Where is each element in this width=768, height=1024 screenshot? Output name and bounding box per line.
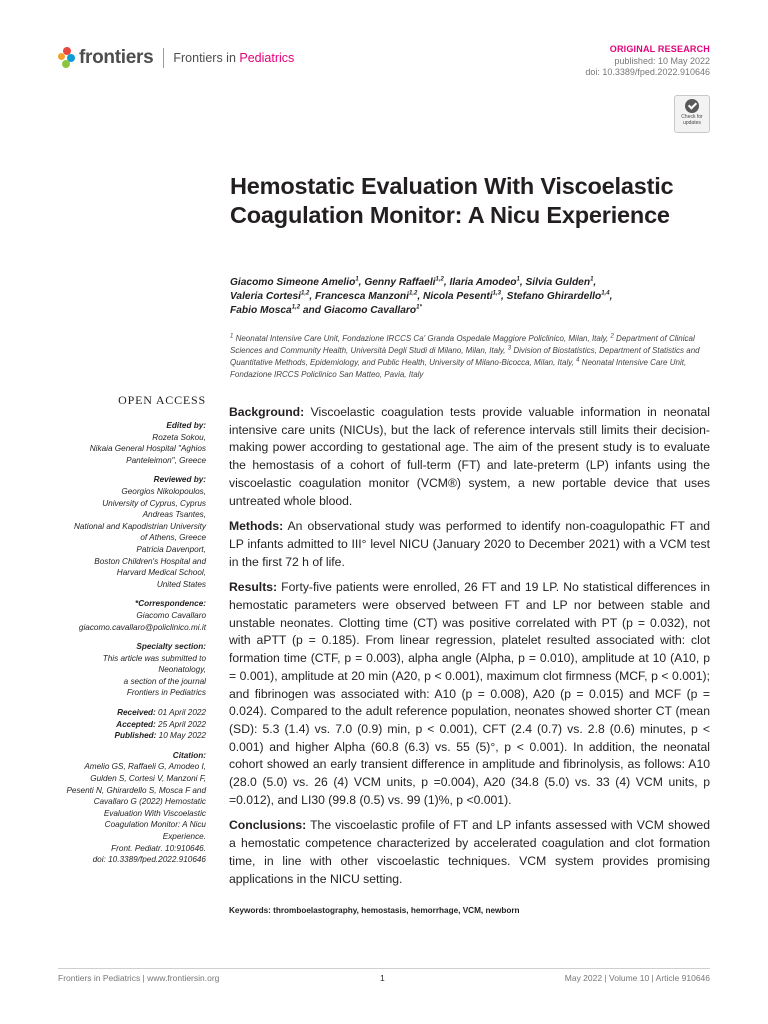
author-name[interactable]: Valeria Cortesi: [230, 291, 301, 303]
abstract-conclusions: [229, 817, 710, 888]
citation-heading: Citation:: [172, 750, 206, 760]
sidebar-line: This article was submitted to: [102, 653, 206, 663]
conclusions-label: Conclusions:: [229, 818, 307, 833]
date-label: Published:: [114, 731, 157, 741]
methods-text: An observational study was performed to identify non-coagulopathic FT and LP infants admitted to III° level NICU (January 2020 to December 2021) with a VCM test in the first 72 h of life.: [229, 519, 710, 569]
abstract: [229, 404, 710, 896]
footer-volume-info: May 2022 | Volume 10 | Article 910646: [564, 973, 710, 983]
sidebar-line: United States: [156, 579, 206, 589]
affiliation-number: 3: [507, 345, 512, 352]
sidebar-line: giacomo.cavallaro@policlinico.mi.it: [78, 622, 206, 632]
reviewed-by-heading: Reviewed by:: [153, 475, 206, 485]
sidebar-line: Giacomo Cavallaro: [136, 610, 206, 620]
date-row: [40, 707, 206, 719]
date-label: Accepted:: [116, 719, 156, 729]
check-for-updates-button[interactable]: [674, 95, 710, 133]
sidebar-line: Panteleimon", Greece: [126, 455, 206, 465]
date-label: Received:: [117, 708, 156, 718]
sidebar-line: National and Kapodistrian University: [74, 521, 206, 531]
journal-title: Pediatrics: [239, 51, 295, 65]
abstract-background: [229, 404, 710, 510]
dates-section: [40, 707, 206, 742]
author-name[interactable]: Giacomo Cavallaro: [323, 305, 417, 317]
author-affiliation-marker: 1,2: [435, 276, 444, 283]
author-affiliation-marker: 1: [355, 276, 359, 283]
author-affiliation-marker: 1,4: [601, 290, 610, 297]
sidebar-line: Cavallaro G (2022) Hemostatic: [93, 797, 206, 807]
page-number: 1: [380, 973, 385, 983]
results-label: Results:: [229, 580, 278, 595]
article-title: Hemostatic Evaluation With Viscoelastic Coagulation Monitor: A Nicu Experience: [230, 173, 674, 228]
author-name[interactable]: Stefano Ghirardello: [506, 291, 602, 303]
journal-prefix: Frontiers in: [173, 51, 236, 65]
author-list: Giacomo Simeone Amelio$^1$, Genny Raffaeli$^{1,2}$, Ilaria Amodeo$^1$, Silvia Gulden$^1$, Valeria Cortesi$^{1,2}$, Francesca Manzoni$^{1,2}$, Nicola Pesenti$^{1,3}$, Stefano Ghirardello$^{1,4}$, Fabio Mosca$^{1,2}$ and Giacomo Cavallaro$^{1*}$: [230, 276, 613, 317]
author-affiliation-marker: 1,2: [291, 305, 301, 312]
affiliation-number: 4: [576, 357, 580, 364]
sidebar-line: Nikaia General Hospital "Aghios: [89, 444, 206, 454]
article-meta: [585, 44, 710, 79]
frontiers-logo[interactable]: [58, 45, 294, 71]
article-info-sidebar: [40, 420, 206, 874]
author-name[interactable]: Francesca Manzoni: [315, 291, 409, 303]
sidebar-line: Amelio GS, Raffaeli G, Amodeo I,: [84, 762, 206, 772]
correspondence-section: [40, 598, 206, 633]
affiliation-text: Department of Clinical Sciences and Community Health, Università Degli Studi di Milano, Milan, Italy,: [230, 334, 695, 355]
affiliation-number: 2: [610, 333, 614, 340]
specialty-info: [40, 653, 206, 699]
editor-info: [40, 432, 206, 467]
sidebar-line: Patricia Davenport,: [136, 544, 206, 554]
sidebar-line: Neonatology,: [158, 665, 206, 675]
sidebar-line: Front. Pediatr. 10:910646.: [111, 843, 206, 853]
footer-journal-link[interactable]: Frontiers in Pediatrics | www.frontiersin.org: [58, 973, 220, 983]
date-value: 01 April 2022: [155, 708, 206, 718]
abstract-results: [229, 579, 710, 809]
author-name[interactable]: Fabio Mosca: [230, 305, 292, 317]
check-icon: [685, 99, 699, 113]
sidebar-line: Georgios Nikolopoulos,: [121, 486, 206, 496]
date-row: [40, 730, 206, 742]
correspondence-heading: *Correspondence:: [135, 599, 206, 609]
methods-label: Methods:: [229, 519, 284, 534]
brand-name: frontiers: [79, 47, 154, 68]
conclusions-text: The viscoelastic profile of FT and LP infants assessed with VCM showed a hemostatic competence characterized by accelerated coagulation and clot formation time, in line with other viscoelastic techniques. VCM system provides promising applications in the NICU setting.: [229, 818, 710, 886]
keywords: Keywords: thromboelastography, hemostasis, hemorrhage, VCM, newborn: [229, 906, 520, 915]
sidebar-line: Experience.: [162, 832, 206, 841]
sidebar-line: Harvard Medical School,: [116, 568, 206, 578]
check-updates-label: Check for updates: [681, 114, 703, 126]
affiliation-text: Division of Biostatistics, Department of Statistics and Quantitative Methods, Epidemiology, and Public Health, University of Milano-Bicocca, Milan, Italy,: [230, 346, 700, 367]
author-affiliation-marker: 1*: [416, 305, 422, 312]
footer-divider: [58, 968, 710, 969]
author-affiliation-marker: 1,2: [408, 290, 418, 297]
open-access-label: OPEN ACCESS: [118, 393, 206, 407]
author-name[interactable]: Ilaria Amodeo: [449, 277, 517, 288]
author-name[interactable]: Genny Raffaeli: [364, 277, 436, 288]
article-type: ORIGINAL RESEARCH: [609, 44, 710, 54]
edited-by-heading: Edited by:: [166, 421, 206, 430]
background-text: Viscoelastic coagulation tests provide valuable information in neonatal intensive care units (NICUs), but the lack of reference intervals still limits their decision-making power according to gestational age. The aim of the present study is to evaluate the hemostasis of a cohort of full-term (FT) and late-preterm (LP) infants using the viscoelastic coagulation monitor (VCM®) system, a new portable device that uses untreated whole blood.: [229, 405, 710, 508]
author-affiliation-marker: 1: [516, 276, 520, 283]
results-text: Forty-five patients were enrolled, 26 FT and 19 LP. No statistical differences in hemostatic parameters were observed between FT and LP nor between stable and unstable neonates. Clotting time (CT) was positive correlated with PT (p = 0.032), not with aPTT (p = 0.185). From linear regression, platelet resulted associated with: clot formation time (CTF, p = 0.003), alpha angle (Alpha, p = 0.010), amplitude at 10 (A10, p = 0.001), amplitude at 20 min (A20, p < 0.001), maximum clot firmness (MCF, p < 0.001); and fibrinogen was associated with: A10 (p = 0.008), A20 (p = 0.015) and MCF (p = 0.024). Compared to the adult reference population, neonates showed shorter CT (mean (SD): 5.3 (1.4) vs. 7.0 (0.9) min, p < 0.001), CFT (2.4 (0.7) vs. 2.8 (0.6) minutes, p < 0.001) and higher Alpha (60.8 (6.3) vs. 55 (5)°, p < 0.001). In addition, the neonatal cohort showed an early transient difference in amplitude and fibrinolysis, as follows: A10 (28.0 (5.0) vs. 26 (4) VCM units, p =0.004), A20 (34.8 (5.0) vs. 33 (4) VCM units, p =0.012), and LI30 (99.8 (0.5) vs. 99 (1)%, p <0.001).: [229, 580, 711, 807]
sidebar-line: Pesenti N, Ghirardello S, Mosca F and: [66, 785, 206, 795]
sidebar-line: Frontiers in Pediatrics: [126, 688, 206, 698]
author-affiliation-marker: 1: [590, 276, 594, 283]
abstract-methods: [229, 518, 710, 571]
sidebar-line: of Athens, Greece: [140, 533, 206, 543]
journal-name: [173, 51, 294, 65]
sidebar-line: Evaluation With Viscoelastic: [103, 808, 206, 818]
specialty-heading: Specialty section:: [136, 642, 206, 652]
correspondence-info: [40, 610, 206, 633]
citation-section: [40, 750, 206, 866]
sidebar-line: doi: 10.3389/fped.2022.910646: [92, 855, 206, 865]
sidebar-line: Rozeta Sokou,: [152, 432, 206, 442]
affiliation-text: Neonatal Intensive Care Unit, Fondazione IRCCS Policlinico San Matteo, Pavia, Italy: [230, 358, 687, 379]
sidebar-line: Boston Children's Hospital and: [94, 556, 206, 566]
author-name[interactable]: Nicola Pesenti: [423, 291, 493, 303]
affiliations: [230, 333, 708, 381]
edited-by-section: [40, 420, 206, 466]
divider: [163, 48, 164, 68]
date-row: [40, 719, 206, 731]
reviewed-by-section: [40, 474, 206, 590]
author-affiliation-marker: 1,3: [492, 290, 501, 297]
specialty-section: [40, 641, 206, 699]
frontiers-logo-icon: [58, 47, 75, 69]
author-name[interactable]: Giacomo Simeone Amelio: [230, 277, 356, 288]
date-value: 25 April 2022: [155, 719, 206, 729]
date-value: 10 May 2022: [156, 731, 206, 741]
reviewer-info: [40, 486, 206, 590]
sidebar-line: a section of the journal: [123, 676, 206, 686]
affiliation-text: Neonatal Intensive Care Unit, Fondazione IRCCS Ca' Granda Ospedale Maggiore Policlinico, Milan, Italy,: [233, 334, 611, 343]
sidebar-line: Coagulation Monitor: A Nicu: [104, 820, 206, 830]
author-affiliation-marker: 1,2: [300, 290, 310, 297]
sidebar-line: Andreas Tsantes,: [142, 510, 206, 520]
sidebar-line: University of Cyprus, Cyprus: [102, 498, 206, 508]
citation-text: [40, 761, 206, 865]
background-label: Background:: [229, 405, 305, 419]
author-name[interactable]: Silvia Gulden: [525, 277, 591, 288]
affiliation-number: 1: [230, 333, 234, 340]
article-doi[interactable]: doi: 10.3389/fped.2022.910646: [585, 67, 710, 77]
published-date: published: 10 May 2022: [614, 55, 710, 66]
sidebar-line: Gulden S, Cortesi V, Manzoni F,: [90, 774, 206, 784]
